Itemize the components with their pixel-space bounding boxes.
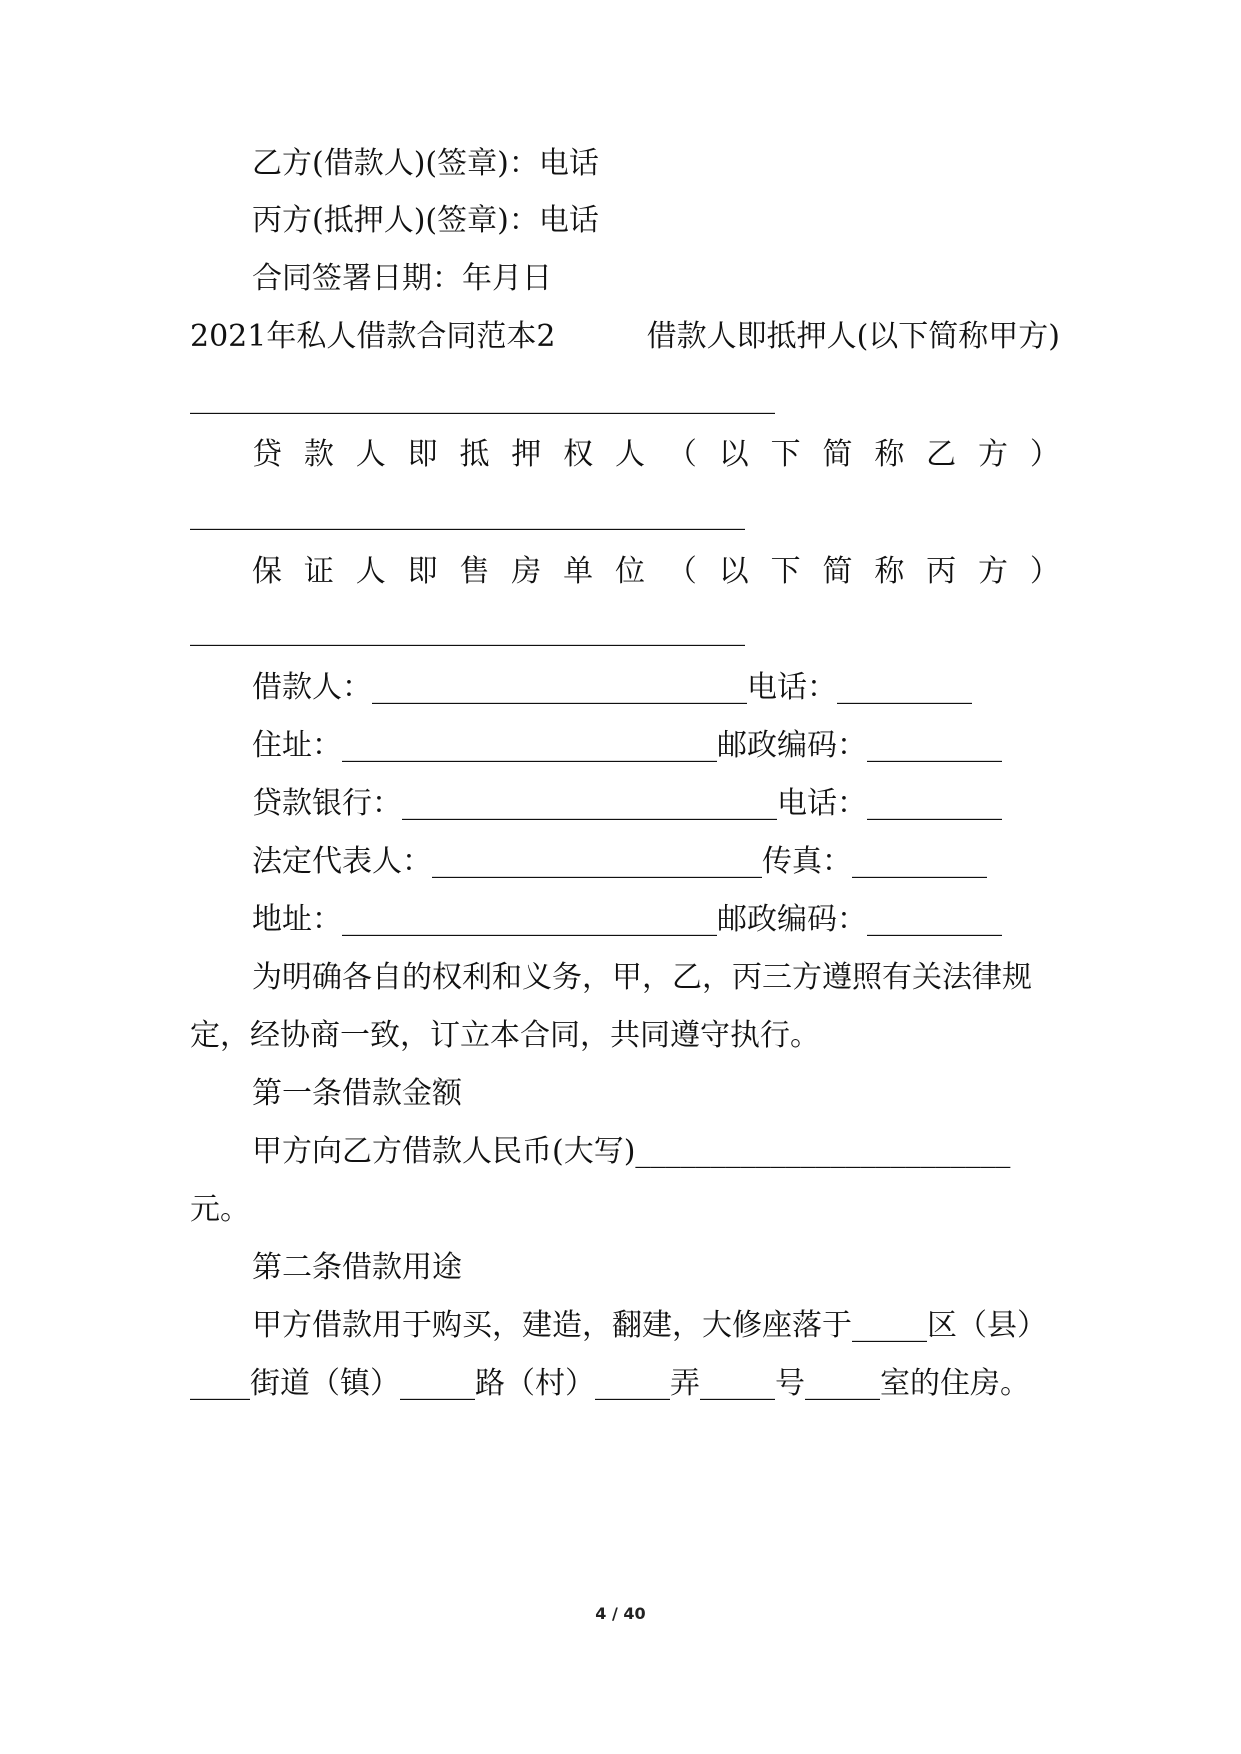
party-c-intro-char: （ <box>666 554 697 589</box>
preamble-line-2: 定，经协商一致，订立本合同，共同遵守执行。 <box>190 1018 820 1053</box>
party-c-intro-char: 称 <box>874 554 905 589</box>
party-c-blank: _____________________________________ <box>190 612 745 647</box>
page-number: 4 / 40 <box>595 1604 646 1623</box>
article1-line-2: 元。 <box>190 1192 250 1227</box>
party-c-intro-char: 售 <box>459 554 490 589</box>
article1-line-1: 甲方向乙方借款人民币(大写)_________________________ <box>252 1134 1011 1169</box>
party-b-intro-char: 押 <box>511 437 542 472</box>
party-c-intro-char: 即 <box>407 554 438 589</box>
party-b-blank: _____________________________________ <box>190 496 745 531</box>
party-b-intro-char: 人 <box>615 437 646 472</box>
preamble-line-1: 为明确各自的权利和义务，甲，乙，丙三方遵照有关法律规 <box>252 960 1032 995</box>
article1-heading: 第一条借款金额 <box>252 1076 462 1111</box>
party-a-blank: _______________________________________ <box>190 380 775 415</box>
party-c-intro-char: 证 <box>303 554 334 589</box>
legal-rep-field: 法定代表人：______________________传真：_________ <box>252 844 987 879</box>
party-b-intro-line <box>252 435 1060 475</box>
party-c-intro-char: ） <box>1029 554 1060 589</box>
address-field: 住址：_________________________邮政编码：_________ <box>252 728 1002 763</box>
article2-heading: 第二条借款用途 <box>252 1250 462 1285</box>
party-a-intro: 借款人即抵押人(以下简称甲方) <box>646 319 1060 354</box>
sign-date-line: 合同签署日期：年月日 <box>252 261 552 296</box>
party-b-signature-line: 乙方(借款人)(签章)：电话 <box>252 146 599 181</box>
contract-heading-line <box>190 317 1060 357</box>
article2-line-1: 甲方借款用于购买，建造，翻建，大修座落于_____区（县） <box>252 1308 1047 1343</box>
party-b-intro-char: 方 <box>978 437 1009 472</box>
party-c-signature-line: 丙方(抵押人)(签章)：电话 <box>252 203 599 238</box>
party-c-intro-char: 位 <box>615 554 646 589</box>
party-b-intro-char: 权 <box>563 437 594 472</box>
party-b-intro-char: （ <box>666 437 697 472</box>
party-c-intro-char: 保 <box>252 554 282 589</box>
party-b-intro-char: 以 <box>718 437 749 472</box>
borrower-field: 借款人：_________________________电话：_________ <box>252 670 972 705</box>
party-b-intro-char: 乙 <box>926 437 957 472</box>
contract-title: 2021年私人借款合同范本2 <box>190 319 556 354</box>
party-b-intro-char: 抵 <box>459 437 490 472</box>
party-c-intro-line <box>252 552 1060 592</box>
party-b-intro-char: ） <box>1029 437 1060 472</box>
party-b-intro-char: 即 <box>407 437 438 472</box>
party-b-intro-char: 人 <box>355 437 386 472</box>
party-c-intro-char: 丙 <box>926 554 957 589</box>
party-c-intro-char: 简 <box>822 554 853 589</box>
party-b-intro-char: 称 <box>874 437 905 472</box>
party-b-intro-char: 款 <box>303 437 334 472</box>
article2-line-2: ____街道（镇）_____路（村）_____弄_____号_____室的住房。 <box>190 1366 1030 1401</box>
party-c-intro-char: 以 <box>718 554 749 589</box>
party-c-intro-char: 方 <box>978 554 1009 589</box>
party-b-intro-char: 下 <box>770 437 801 472</box>
party-b-intro-char: 贷 <box>252 437 282 472</box>
party-c-intro-char: 单 <box>563 554 594 589</box>
party-c-intro-char: 房 <box>511 554 542 589</box>
party-c-intro-char: 下 <box>770 554 801 589</box>
party-c-intro-char: 人 <box>355 554 386 589</box>
party-b-intro-char: 简 <box>822 437 853 472</box>
bank-address-field: 地址：_________________________邮政编码：_________ <box>252 902 1002 937</box>
lending-bank-field: 贷款银行：_________________________电话：_________ <box>252 786 1002 821</box>
